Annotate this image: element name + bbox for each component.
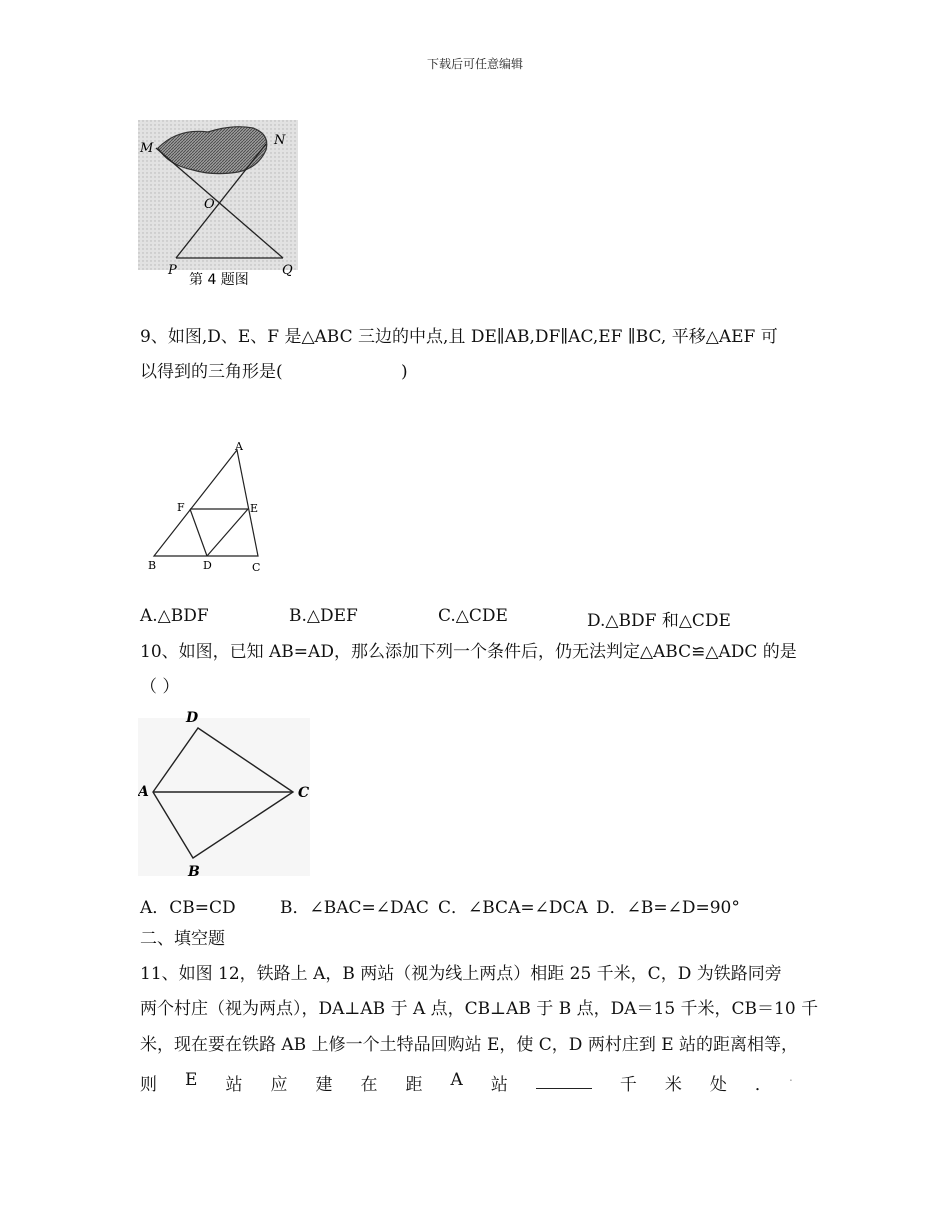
trailing-mark: . [789, 1070, 793, 1084]
label-m: M [140, 141, 154, 156]
q10-option-c: C．∠BCA=∠DCA [438, 898, 588, 918]
q10-text-line2: （ ） [140, 677, 180, 697]
label-q: Q [282, 263, 293, 278]
q11-word: 处 [709, 1075, 727, 1095]
figure-q9 [140, 438, 270, 578]
figure-q4-caption: 第 4 题图 [189, 272, 249, 288]
label-c: C [298, 785, 310, 801]
label-f: F [177, 501, 185, 514]
segment-ed [207, 509, 248, 556]
q11-text-line2: 两个村庄（视为两点），DA⊥AB 于 A 点，CB⊥AB 于 B 点，DA＝15 千米，CB＝10 千 [140, 999, 819, 1019]
q11-word: 则 [140, 1075, 157, 1095]
q11-word: A [450, 1070, 463, 1090]
q11-word: 距 [405, 1075, 423, 1095]
label-d: D [203, 559, 212, 572]
label-p: P [168, 263, 177, 278]
q11-word: ． [754, 1075, 772, 1095]
label-o: O [204, 197, 215, 212]
label-a: A [138, 784, 149, 800]
q10-option-a: A．CB=CD [140, 898, 236, 918]
triangle-abc [154, 450, 258, 556]
label-b: B [188, 864, 200, 880]
q9-option-b: B.△DEF [289, 606, 358, 626]
section-title: 二、填空题 [140, 929, 225, 949]
q9-text-line1: 9、如图,D、E、F 是△ABC 三边的中点,且 DE∥AB,DF∥AC,EF ∥BC, 平移△AEF 可 [140, 327, 778, 347]
figure-q4 [138, 120, 298, 290]
q9-option-c: C.△CDE [438, 606, 508, 626]
q9-text-line2-close: ) [401, 362, 408, 382]
answer-blank[interactable] [536, 1070, 592, 1089]
figure-q4-svg [138, 120, 298, 290]
figure-q9-svg [140, 438, 270, 578]
q11-word: 米 [664, 1075, 682, 1095]
q11-text-line3: 米，现在要在铁路 AB 上修一个土特品回购站 E，使 C，D 两村庄到 E 站的距离相等， [140, 1035, 799, 1055]
figure-q10 [138, 706, 318, 881]
page-header: 下载后可任意编辑 [426, 57, 523, 71]
q9-text-line2: 以得到的三角形是( [140, 362, 283, 382]
figure-q10-svg [138, 706, 318, 881]
q11-word: 站 [225, 1075, 243, 1095]
label-d: D [186, 710, 199, 726]
q11-word: 站 [490, 1075, 508, 1095]
q10-text-line1: 10、如图，已知 AB=AD，那么添加下列一个条件后，仍无法判定△ABC≌△ADC 的是 [140, 642, 797, 662]
label-c: C [252, 561, 261, 574]
segment-fd [190, 509, 207, 556]
label-b: B [148, 559, 157, 572]
q11-text-line1: 11、如图 12，铁路上 A，B 两站（视为线上两点）相距 25 千米，C，D 为铁路同旁 [140, 964, 782, 984]
q11-word: 建 [315, 1075, 333, 1095]
q9-option-d: D.△BDF 和△CDE [587, 611, 731, 631]
q11-word: 千 [619, 1075, 637, 1095]
q11-text-line4 [140, 1070, 830, 1095]
q11-word: 应 [270, 1075, 288, 1095]
label-a: A [235, 440, 243, 453]
q9-option-a: A.△BDF [140, 606, 209, 626]
q11-word: 在 [360, 1075, 378, 1095]
q11-word: E [185, 1070, 198, 1090]
q10-option-b: B．∠BAC=∠DAC [280, 898, 429, 918]
q10-option-d: D．∠B=∠D=90° [596, 898, 740, 918]
label-n: N [274, 133, 286, 148]
label-e: E [250, 502, 259, 515]
